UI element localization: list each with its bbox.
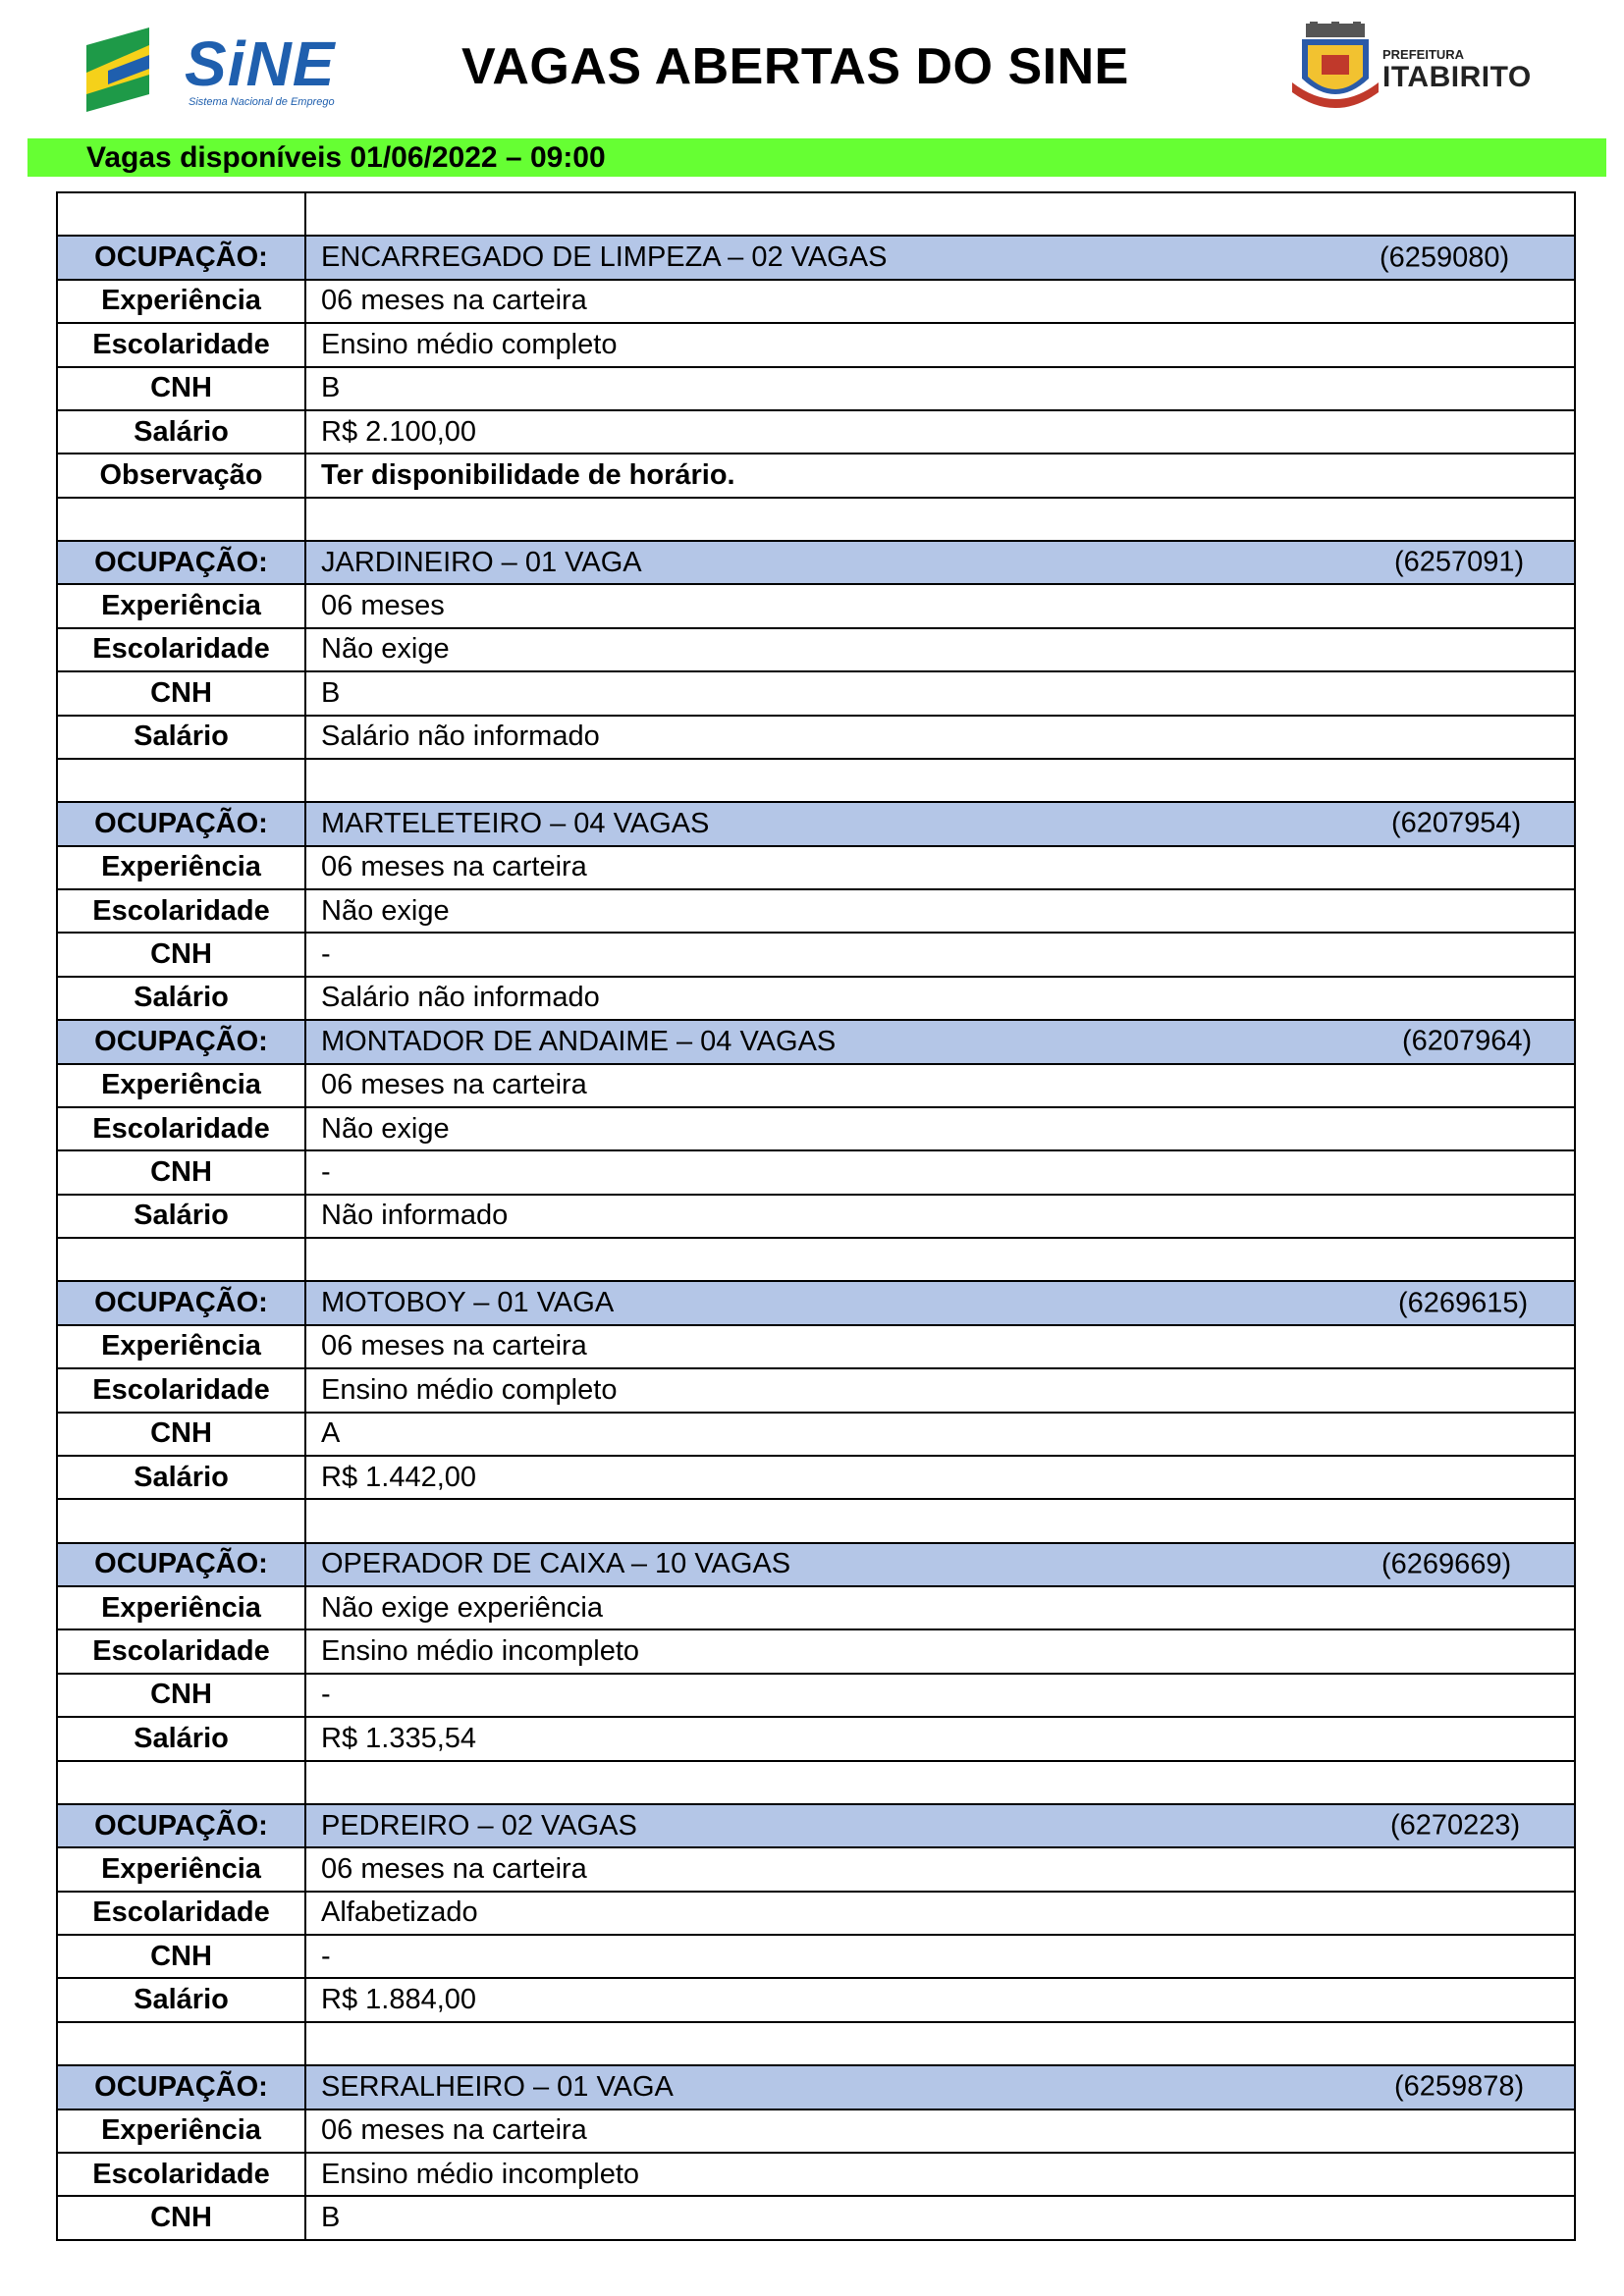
occupation-code: (6257091)	[1394, 546, 1525, 578]
license-label: CNH	[57, 2196, 305, 2240]
license-label: CNH	[57, 1413, 305, 1456]
occupation-code: (6207954)	[1391, 807, 1522, 839]
schooling-label: Escolaridade	[57, 323, 305, 366]
detail-row	[57, 933, 1575, 976]
date-banner	[27, 138, 1606, 177]
city-crest-icon	[1292, 22, 1379, 110]
occupation-label: OCUPAÇÃO:	[57, 1020, 305, 1063]
experience-value: Não exige experiência	[305, 1586, 1575, 1629]
schooling-label: Escolaridade	[57, 889, 305, 933]
brazil-flag-icon	[86, 26, 185, 114]
occupation-title: ENCARREGADO DE LIMPEZA – 02 VAGAS	[321, 241, 888, 274]
page-header	[0, 0, 1624, 133]
experience-label: Experiência	[57, 584, 305, 627]
license-label: CNH	[57, 933, 305, 976]
spacer-row	[57, 1761, 1575, 1804]
salary-label: Salário	[57, 1456, 305, 1499]
salary-label: Salário	[57, 1978, 305, 2021]
city-logo-name: ITABIRITO	[1382, 61, 1532, 93]
occupation-row	[57, 236, 1575, 279]
occupation-cell	[305, 541, 1575, 584]
occupation-row	[57, 1281, 1575, 1324]
occupation-code: (6207964)	[1402, 1025, 1533, 1057]
license-label: CNH	[57, 367, 305, 410]
detail-row	[57, 1368, 1575, 1412]
detail-row	[57, 977, 1575, 1020]
occupation-cell	[305, 2065, 1575, 2109]
spacer-row	[57, 498, 1575, 541]
salary-value: R$ 2.100,00	[305, 410, 1575, 454]
occupation-code: (6269615)	[1398, 1287, 1529, 1319]
detail-row	[57, 2153, 1575, 2196]
occupation-row	[57, 1543, 1575, 1586]
detail-row	[57, 2109, 1575, 2153]
detail-row	[57, 889, 1575, 933]
sine-logo-text: SiNE	[185, 28, 336, 99]
license-value: B	[305, 367, 1575, 410]
schooling-value: Alfabetizado	[305, 1892, 1575, 1935]
experience-label: Experiência	[57, 1064, 305, 1107]
detail-row	[57, 628, 1575, 671]
detail-row	[57, 1674, 1575, 1717]
detail-row	[57, 846, 1575, 889]
occupation-label: OCUPAÇÃO:	[57, 236, 305, 279]
occupation-code: (6270223)	[1390, 1809, 1521, 1842]
detail-row	[57, 1847, 1575, 1891]
occupation-row	[57, 541, 1575, 584]
occupation-cell	[305, 1020, 1575, 1063]
detail-row	[57, 367, 1575, 410]
spacer-row	[57, 192, 1575, 236]
occupation-label: OCUPAÇÃO:	[57, 1804, 305, 1847]
occupation-label: OCUPAÇÃO:	[57, 1543, 305, 1586]
occupation-title: MONTADOR DE ANDAIME – 04 VAGAS	[321, 1025, 837, 1057]
experience-value: 06 meses na carteira	[305, 1847, 1575, 1891]
experience-label: Experiência	[57, 1847, 305, 1891]
detail-row	[57, 1325, 1575, 1368]
occupation-row	[57, 1020, 1575, 1063]
schooling-value: Não exige	[305, 889, 1575, 933]
salary-label: Salário	[57, 716, 305, 759]
sine-logo	[86, 26, 361, 114]
occupation-code: (6269669)	[1381, 1548, 1512, 1580]
license-value: -	[305, 1935, 1575, 1978]
occupation-label: OCUPAÇÃO:	[57, 1281, 305, 1324]
detail-row	[57, 1717, 1575, 1760]
schooling-label: Escolaridade	[57, 1107, 305, 1150]
experience-label: Experiência	[57, 280, 305, 323]
salary-value: Salário não informado	[305, 977, 1575, 1020]
occupation-code: (6259878)	[1394, 2070, 1525, 2103]
license-value: A	[305, 1413, 1575, 1456]
detail-row	[57, 1107, 1575, 1150]
occupation-label: OCUPAÇÃO:	[57, 541, 305, 584]
detail-row	[57, 280, 1575, 323]
experience-value: 06 meses	[305, 584, 1575, 627]
occupation-label: OCUPAÇÃO:	[57, 802, 305, 845]
occupation-title: JARDINEIRO – 01 VAGA	[321, 546, 642, 578]
schooling-label: Escolaridade	[57, 1368, 305, 1412]
detail-row	[57, 671, 1575, 715]
occupation-cell	[305, 1804, 1575, 1847]
detail-row	[57, 1935, 1575, 1978]
schooling-value: Não exige	[305, 1107, 1575, 1150]
schooling-label: Escolaridade	[57, 1629, 305, 1673]
detail-row	[57, 454, 1575, 497]
salary-label: Salário	[57, 1717, 305, 1760]
observation-label: Observação	[57, 454, 305, 497]
salary-label: Salário	[57, 1195, 305, 1238]
detail-row	[57, 323, 1575, 366]
license-value: -	[305, 933, 1575, 976]
occupation-title: PEDREIRO – 02 VAGAS	[321, 1809, 637, 1842]
page-title: VAGAS ABERTAS DO SINE	[461, 38, 1129, 95]
license-label: CNH	[57, 1150, 305, 1194]
license-value: B	[305, 2196, 1575, 2240]
license-label: CNH	[57, 1674, 305, 1717]
salary-value: R$ 1.884,00	[305, 1978, 1575, 2021]
occupation-title: OPERADOR DE CAIXA – 10 VAGAS	[321, 1548, 791, 1580]
occupation-code: (6259080)	[1380, 241, 1510, 274]
spacer-row	[57, 1499, 1575, 1542]
sine-logo-subtitle: Sistema Nacional de Emprego	[189, 96, 335, 108]
license-label: CNH	[57, 1935, 305, 1978]
spacer-row	[57, 1238, 1575, 1281]
detail-row	[57, 584, 1575, 627]
detail-row	[57, 1978, 1575, 2021]
detail-row	[57, 716, 1575, 759]
salary-value: Salário não informado	[305, 716, 1575, 759]
salary-value: Não informado	[305, 1195, 1575, 1238]
detail-row	[57, 1586, 1575, 1629]
schooling-label: Escolaridade	[57, 628, 305, 671]
salary-label: Salário	[57, 410, 305, 454]
schooling-value: Ensino médio incompleto	[305, 1629, 1575, 1673]
salary-value: R$ 1.335,54	[305, 1717, 1575, 1760]
schooling-label: Escolaridade	[57, 1892, 305, 1935]
spacer-row	[57, 2022, 1575, 2065]
schooling-value: Ensino médio incompleto	[305, 2153, 1575, 2196]
detail-row	[57, 1150, 1575, 1194]
license-label: CNH	[57, 671, 305, 715]
occupation-title: MOTOBOY – 01 VAGA	[321, 1287, 615, 1319]
banner-text: Vagas disponíveis 01/06/2022 – 09:00	[86, 141, 606, 174]
schooling-value: Ensino médio completo	[305, 1368, 1575, 1412]
detail-row	[57, 1456, 1575, 1499]
license-value: -	[305, 1150, 1575, 1194]
detail-row	[57, 1413, 1575, 1456]
occupation-row	[57, 2065, 1575, 2109]
experience-value: 06 meses na carteira	[305, 846, 1575, 889]
experience-label: Experiência	[57, 1325, 305, 1368]
occupation-row	[57, 1804, 1575, 1847]
detail-row	[57, 2196, 1575, 2240]
occupation-cell	[305, 1543, 1575, 1586]
detail-row	[57, 1629, 1575, 1673]
schooling-value: Não exige	[305, 628, 1575, 671]
occupation-cell	[305, 1281, 1575, 1324]
schooling-value: Ensino médio completo	[305, 323, 1575, 366]
schooling-label: Escolaridade	[57, 2153, 305, 2196]
salary-label: Salário	[57, 977, 305, 1020]
detail-row	[57, 1892, 1575, 1935]
license-value: B	[305, 671, 1575, 715]
occupation-label: OCUPAÇÃO:	[57, 2065, 305, 2109]
itabirito-logo	[1292, 22, 1538, 112]
occupation-title: SERRALHEIRO – 01 VAGA	[321, 2070, 674, 2103]
detail-row	[57, 1195, 1575, 1238]
experience-value: 06 meses na carteira	[305, 280, 1575, 323]
occupation-row	[57, 802, 1575, 845]
occupation-title: MARTELETEIRO – 04 VAGAS	[321, 807, 710, 839]
city-logo-small: PREFEITURA	[1382, 47, 1465, 62]
experience-label: Experiência	[57, 2109, 305, 2153]
experience-value: 06 meses na carteira	[305, 1064, 1575, 1107]
spacer-row	[57, 759, 1575, 802]
experience-label: Experiência	[57, 1586, 305, 1629]
detail-row	[57, 1064, 1575, 1107]
occupation-cell	[305, 802, 1575, 845]
observation-value: Ter disponibilidade de horário.	[305, 454, 1575, 497]
experience-value: 06 meses na carteira	[305, 2109, 1575, 2153]
detail-row	[57, 410, 1575, 454]
experience-label: Experiência	[57, 846, 305, 889]
experience-value: 06 meses na carteira	[305, 1325, 1575, 1368]
salary-value: R$ 1.442,00	[305, 1456, 1575, 1499]
jobs-table	[56, 191, 1576, 2241]
occupation-cell	[305, 236, 1575, 279]
license-value: -	[305, 1674, 1575, 1717]
